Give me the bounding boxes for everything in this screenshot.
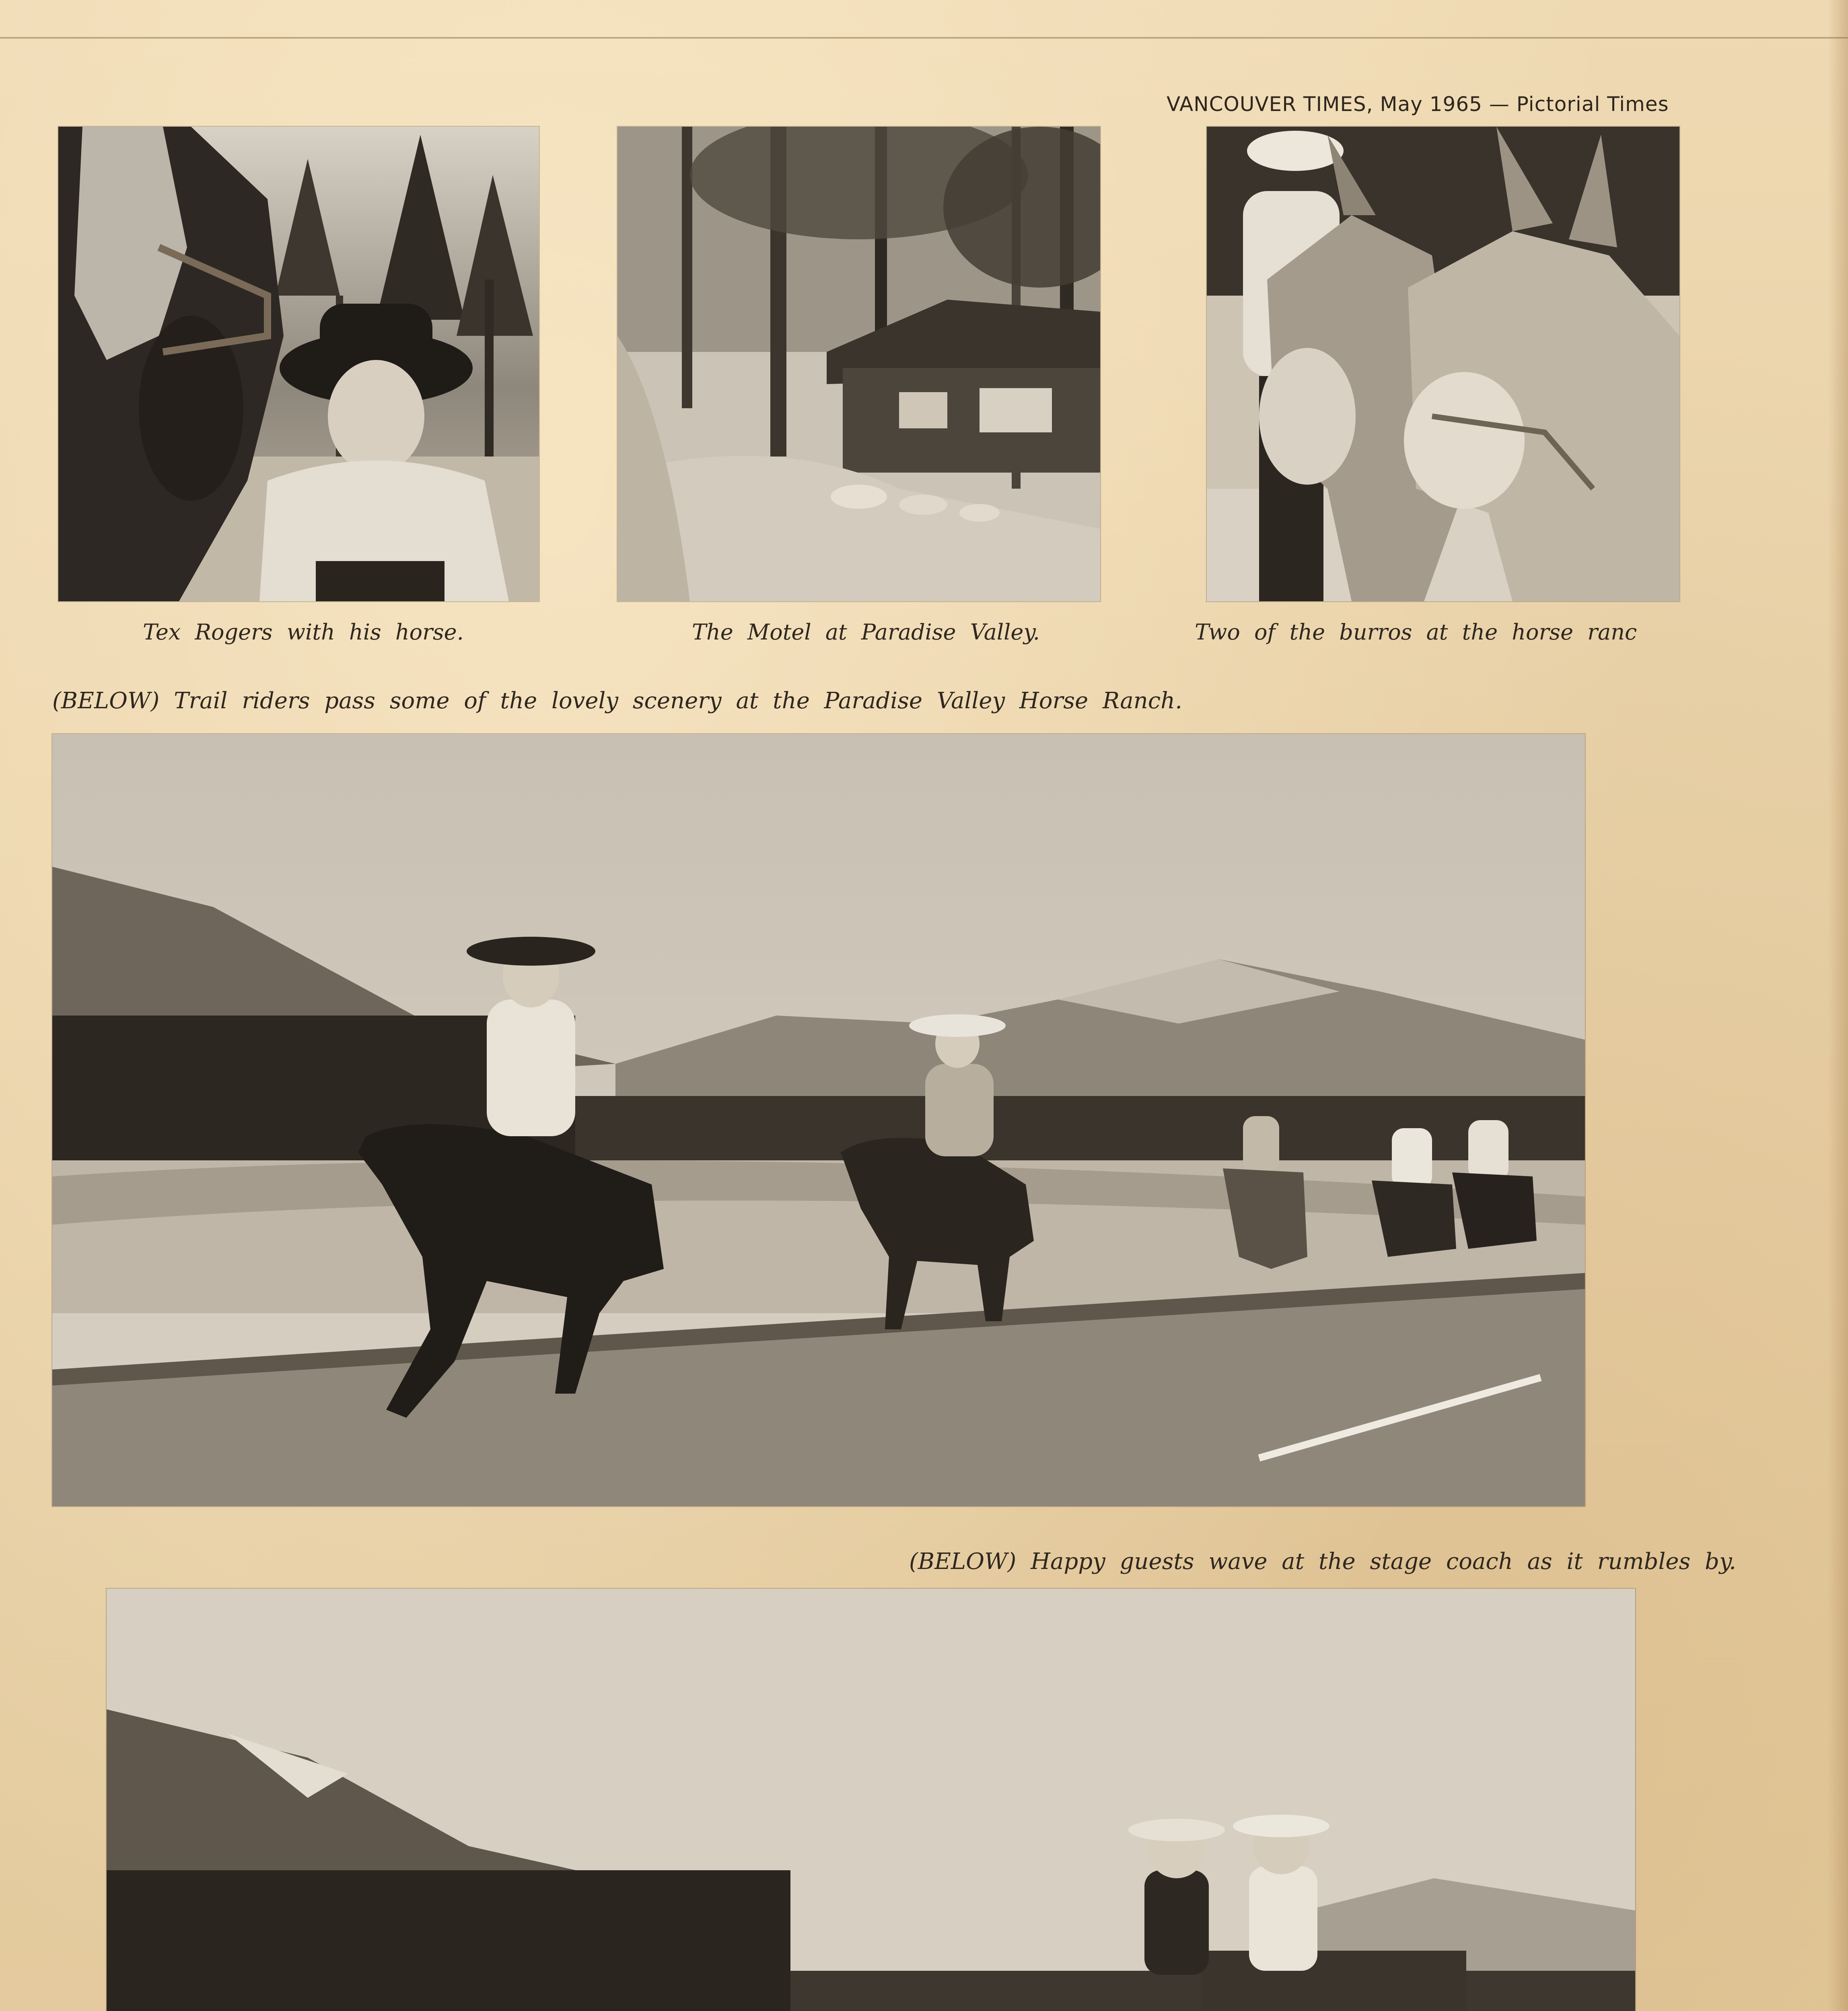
photo-trail-riders (52, 734, 1585, 1506)
masthead: VANCOUVER TIMES, May 1965 — Pictorial Times (1167, 93, 1669, 116)
caption-motel: The Motel at Paradise Valley. (692, 619, 1040, 645)
burros-image (1207, 127, 1679, 601)
fold-line (0, 37, 1848, 39)
photo-tex-rogers (58, 127, 539, 601)
motel-image (617, 127, 1100, 601)
trail-riders-image (52, 734, 1585, 1506)
caption-burros: Two of the burros at the horse ranc (1195, 619, 1637, 645)
caption-stage-coach: (BELOW) Happy guests wave at the stage coach as it rumbles by. (909, 1548, 1736, 1575)
caption-trail-riders: (BELOW) Trail riders pass some of the lovely scenery at the Paradise Valley Horse Ranch. (52, 688, 1183, 714)
caption-tex-rogers: Tex Rogers with his horse. (143, 619, 464, 645)
page-edge-shadow (1828, 0, 1848, 2011)
photo-burros (1207, 127, 1679, 601)
photo-motel (617, 127, 1100, 601)
photo-stage-coach (107, 1589, 1635, 2011)
stage-coach-image (107, 1589, 1635, 2011)
tex-rogers-image (58, 127, 539, 601)
